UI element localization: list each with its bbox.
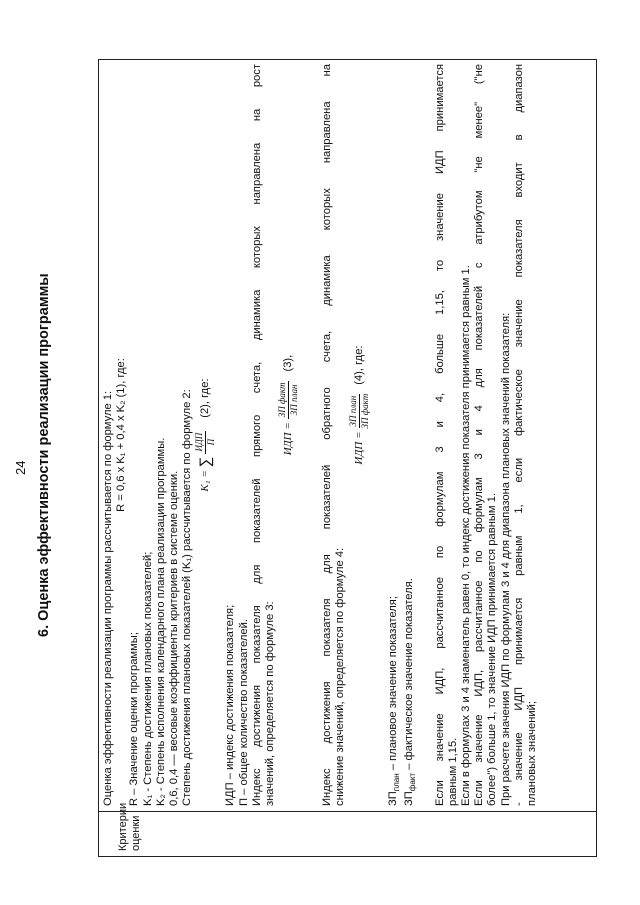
formula-3-tail: (3), (282, 354, 295, 372)
formula-2-fraction (194, 431, 217, 454)
criteria-label-line-2: оценки (130, 815, 142, 851)
sum-symbol: ∑ (197, 456, 215, 468)
reverse-count-line-1: Индекс достижения показателя для показателей обратного счета, динамика которых направлена на (321, 64, 334, 806)
def-k2: K₂ - Степень исполнения календарного плана реализации программы. (154, 437, 167, 806)
reverse-count-line-2: снижение значений, определяется по формуле 4: (334, 547, 347, 806)
formula-3 (277, 64, 307, 806)
rule-1-line-1: Если значение ИДП, рассчитанное по формулам 3 и 4, больше 1,15, то значение ИДП принимается (433, 64, 446, 806)
direct-count-line-1: Индекс достижения показателя для показателей прямого счета, динамика которых направлена на рост (250, 64, 263, 806)
zp-fact-text: – фактическое значение показателя. (403, 578, 416, 773)
rule-3-line-2: более") больше 1, то значение ИДП принимается равным 1. (486, 492, 499, 806)
formula-2 (194, 64, 224, 806)
formula-4-numerator: ЗП план (347, 395, 358, 427)
formula-4-denominator: ЗП факт (359, 393, 370, 429)
formula-3-fraction (277, 381, 300, 420)
formula-3-denominator: ЗП план (289, 384, 300, 416)
formula-4-lhs: ИДП = (352, 431, 365, 465)
def-p: П – общее количество показателей. (237, 618, 250, 806)
formula-2-denominator: П (206, 438, 217, 446)
def-zp-plan (387, 64, 403, 806)
page-number: 24 (13, 460, 28, 475)
def-weights: 0,6, 0,4 — весовые коэффициенты критериев в системе оценки. (168, 470, 181, 806)
rule-4: При расчете значения ИДП по формулам 3 и 4 для диапазона плановых значений показателя: (499, 312, 512, 806)
zp-plan-text: – плановое значение показателя; (386, 596, 399, 774)
rule-1-line-2: равным 1,15. (446, 737, 459, 806)
formula-4-fraction (348, 394, 371, 429)
def-idp: ИДП – индекс достижения показателя; (224, 604, 237, 806)
def-zp-fact (403, 64, 419, 806)
rule-3-line-1: Если значение ИДП, рассчитанное по формулам 3 и 4 для показателей с атрибутом "не менее" ("не (473, 64, 486, 806)
criteria-table (98, 59, 597, 857)
rule-2: Если в формулах 3 и 4 знаменатель равен 0, то индекс достижения показателя принимается равным 1. (459, 265, 472, 806)
formula-3-lhs: ИДП = (282, 422, 295, 456)
rule-5-line-2: плановых значений; (525, 700, 538, 806)
def-r: R – Значение оценки программы; (128, 632, 141, 806)
formula-2-lhs: K₁ = (199, 470, 212, 492)
criteria-label-cell (99, 802, 596, 856)
formula-2-numerator: ИДП (194, 432, 205, 452)
criteria-label-line-1: Критерии (117, 802, 129, 851)
formula-4-tail: (4), где: (352, 345, 365, 385)
direct-count-line-2: значений, определяется по формуле 3: (264, 601, 277, 806)
zp-fact-subscript: факт (408, 772, 418, 792)
section-title: 6. Оценка эффективности реализации программы (36, 273, 52, 637)
k1-intro: Степень достижения плановых показателей (K₁) рассчитывается по формуле 2: (181, 389, 194, 806)
formula-1: R = 0,6 x K₁ + 0,4 x K₂ (1), где: (115, 358, 128, 512)
zp-fact-symbol: ЗП (403, 791, 416, 806)
intro-text: Оценка эффективности реализации программы рассчитывается по формуле 1: (102, 390, 114, 806)
formula-4 (348, 64, 378, 806)
formula-2-tail: (2), где: (199, 378, 212, 418)
rule-5-line-1: - значение ИДП принимается равным 1, если фактическое значение показателя входит в диапазон (512, 64, 525, 806)
def-k1: K₁ - Степень достижения плановых показателей; (141, 551, 154, 806)
criteria-content-cell (102, 64, 539, 806)
formula-3-numerator: ЗП факт (277, 382, 288, 418)
zp-plan-symbol: ЗП (386, 791, 399, 806)
zp-plan-subscript: план (391, 773, 401, 792)
